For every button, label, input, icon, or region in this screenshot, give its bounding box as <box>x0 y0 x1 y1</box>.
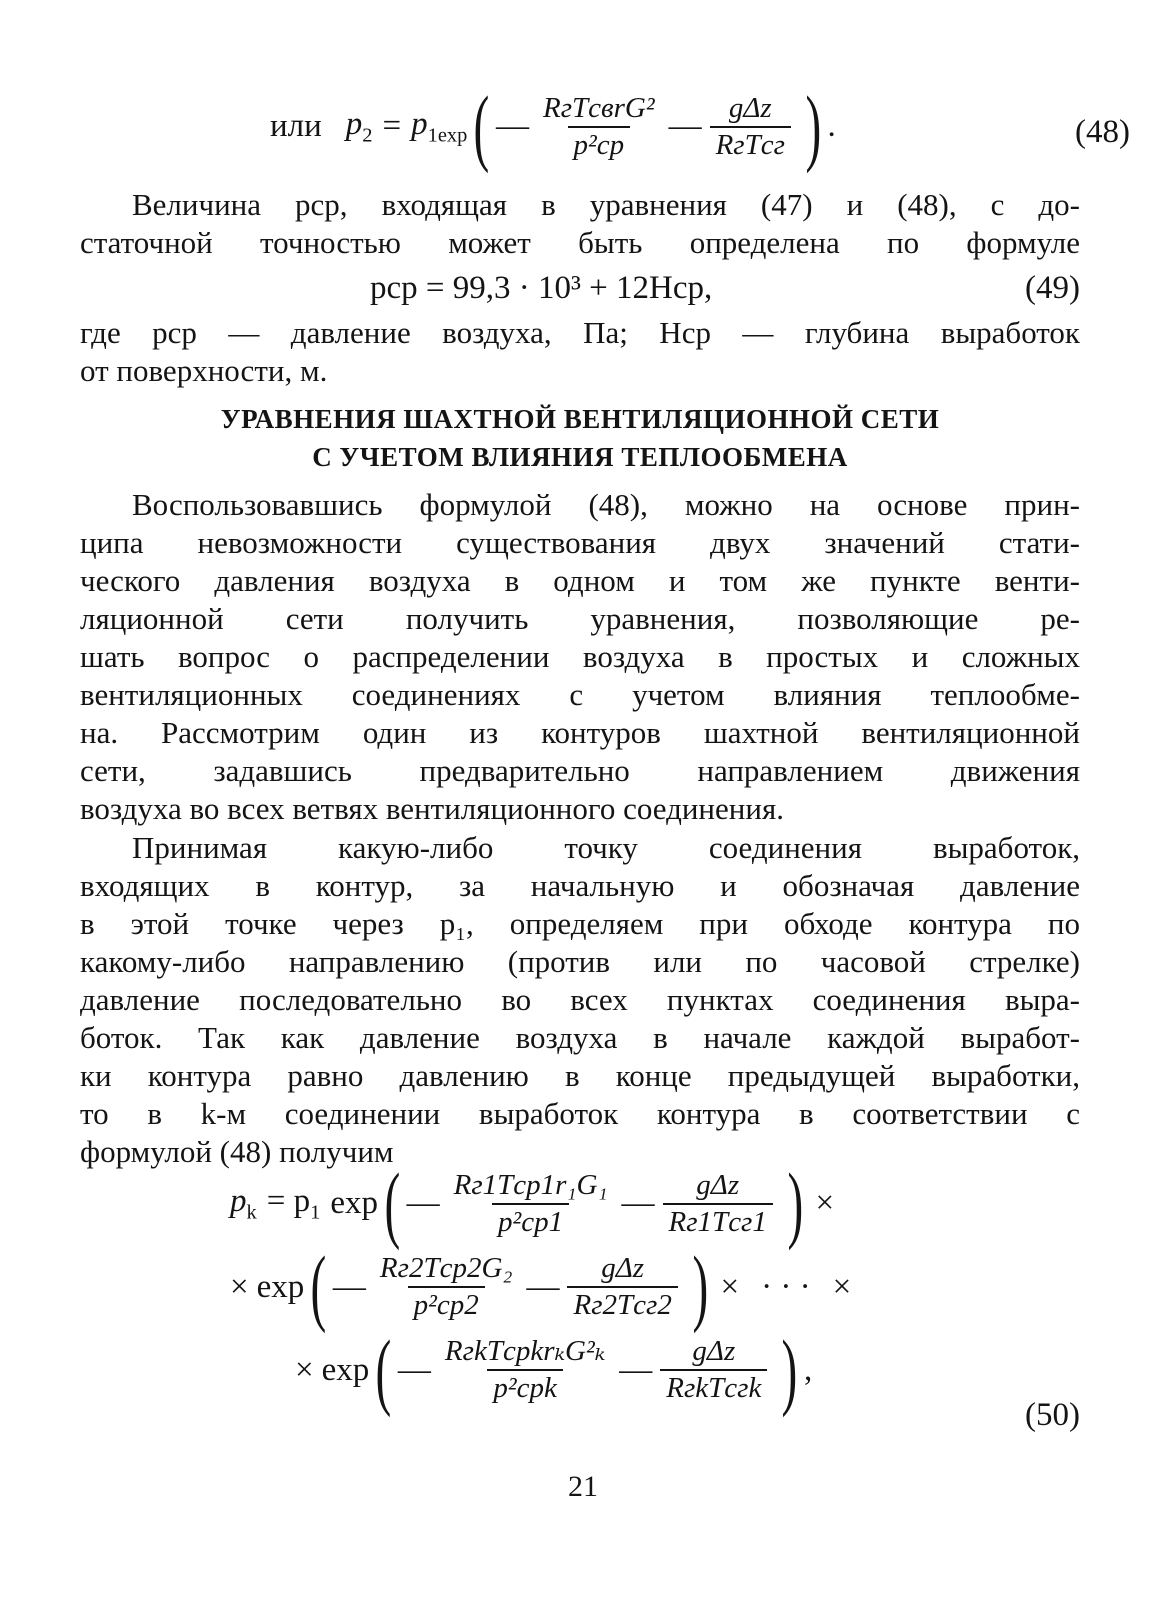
eq50-row2-frac2-num: gΔz <box>601 1252 645 1285</box>
eq50-row1-frac2-num: gΔz <box>696 1168 740 1201</box>
paragraph-4-line-5: давление последовательно во всех пунктах соединения выра- <box>80 982 1080 1017</box>
eq48-prefix: или <box>270 108 322 145</box>
equation-50 <box>80 1155 1080 1433</box>
paragraph-1-line-1: Величина pср, входящая в уравнения (47) и (48), с до- <box>132 187 1080 222</box>
paragraph-4-line-1: Принимая какую-либо точку соединения выработок, <box>132 830 1080 865</box>
eq50-row1-exp: exp <box>330 1185 378 1222</box>
paragraph-2 <box>80 314 1080 390</box>
eq50-row3-frac1-num: RгkTсрkrₖG²ₖ <box>444 1335 606 1368</box>
eq48-rhs-sub: 1exp <box>427 124 468 147</box>
eq50-row1-times: × <box>815 1185 835 1222</box>
section-heading-line-1: УРАВНЕНИЯ ШАХТНОЙ ВЕНТИЛЯЦИОННОЙ СЕТИ <box>220 404 940 434</box>
paragraph-3-line-8: сети, задавшись предварительно направлением движения <box>80 753 1080 788</box>
eq50-row3-frac2-num: gΔz <box>692 1335 736 1368</box>
equation-48: или $p_2$ = $p_{1exp}$ ( — $\frac{\text{RгTсвrG²}}{\text{p²ср}}$ — $\frac{\text{gΔz}}{\text{RгTсг}}$ ) . (48) <box>270 78 1130 174</box>
paragraph-3-line-4: ляционной сети получить уравнения, позволяющие ре- <box>80 601 1080 636</box>
paragraph-4-line-8: то в k-м соединении выработок контура в соответствии с <box>80 1096 1080 1131</box>
eq48-rhs-base: p <box>411 105 428 142</box>
paragraph-3-line-6: вентиляционных соединениях с учетом влияния теплообме- <box>80 677 1080 712</box>
eq50-row2-dots: · · · <box>761 1268 811 1305</box>
eq50-lhs-sub: k <box>246 1201 257 1224</box>
paragraph-4 <box>80 829 1080 1171</box>
eq50-row-2: × exp ( — $\frac{\text{Rг2Tср2G₂}}{\text{p²ср2}}$ — $\frac{\text{gΔz}}{\text{Rг2Tсг2}}$ ) × · · · × <box>230 1238 852 1335</box>
paragraph-3-line-5: шать вопрос о распределении воздуха в простых и сложных <box>80 639 1080 674</box>
eq50-row3-fraction-1 <box>439 1337 611 1403</box>
eq50-row1-frac1-den: p²ср1 <box>492 1203 569 1237</box>
eq50-row1-minus: — <box>406 1185 440 1222</box>
eq48-number: (48) <box>1075 114 1130 150</box>
eq48-fraction-2 <box>710 91 791 161</box>
paragraph-3-line-2: ципа невозможности существования двух значений стати- <box>80 525 1080 560</box>
eq50-eq: = p <box>266 1182 311 1219</box>
eq50-row2-frac2-den: Rг2Tсг2 <box>567 1286 677 1320</box>
eq48-frac2-denominator: RгTсг <box>710 126 791 160</box>
paragraph-3-line-3: ческого давления воздуха в одном и том же пункте венти- <box>80 563 1080 598</box>
eq50-p1-sub: 1 <box>310 1201 321 1224</box>
eq50-row3-fraction-2 <box>660 1337 767 1403</box>
eq50-row1-frac2-den: Rг1Tсг1 <box>663 1203 773 1237</box>
eq50-row1-frac1-num: Rг1Tср1r₁G₁ <box>453 1168 608 1201</box>
eq50-row-3: × exp ( — $\frac{\text{RгkTсрkrₖG²ₖ}}{\text{p²срk}}$ — $\frac{\text{gΔz}}{\text{RгkTсгk}}$ ) , <box>295 1321 813 1418</box>
paragraph-3-line-7: на. Рассмотрим один из контуров шахтной вентиляционной <box>80 715 1080 750</box>
paragraph-4-line-4: какому-либо направлению (против или по часовой стрелке) <box>80 944 1080 979</box>
eq50-number: (50) <box>1025 1397 1080 1433</box>
paragraph-1-line-2: статочной точностью может быть определена по формуле <box>80 225 1080 260</box>
eq50-row3-exp: exp <box>321 1351 370 1388</box>
eq48-fraction-1 <box>537 91 661 161</box>
eq50-row2-fraction-1 <box>374 1254 519 1320</box>
paragraph-4-line-3: в этой точке через p₁, определяем при обходе контура по <box>80 906 1080 941</box>
eq50-row3-comma: , <box>804 1351 813 1388</box>
eq50-row3-times-lead: × <box>295 1351 314 1388</box>
eq49-formula: pср = 99,3 · 10³ + 12Hср, <box>370 270 713 306</box>
eq50-row2-times: × <box>720 1268 740 1305</box>
paragraph-3-line-9: воздуха во всех ветвях вентиляционного соединения. <box>80 791 784 826</box>
page-number: 21 <box>568 1470 598 1503</box>
paragraph-1 <box>80 186 1080 262</box>
paragraph-4-line-9: формулой (48) получим <box>80 1134 394 1169</box>
eq48-frac2-numerator: gΔz <box>728 91 772 124</box>
paragraph-4-line-7: ки контура равно давлению в конце предыдущей выработки, <box>80 1058 1080 1093</box>
eq50-row1-fraction-1 <box>448 1168 614 1238</box>
eq50-row3-frac1-den: p²срk <box>487 1369 562 1403</box>
paragraph-3 <box>80 486 1080 828</box>
section-heading-line-2: С УЧЕТОМ ВЛИЯНИЯ ТЕПЛООБМЕНА <box>312 442 848 472</box>
eq50-lhs: p <box>230 1182 247 1219</box>
paragraph-2-line-2: от поверхности, м. <box>80 353 328 388</box>
eq50-row-1: $p_k$ = $p_1$ exp ( — $\frac{\text{Rг1Tср1r₁G₁}}{\text{p²ср1}}$ — $\frac{\text{gΔz}}{\text{Rг1Tсг1}}$ ) × <box>230 1155 835 1251</box>
eq48-lhs-sub: 2 <box>362 124 373 147</box>
section-heading <box>80 400 1080 476</box>
eq50-row2-times-lead: × <box>230 1268 249 1305</box>
eq50-row1-fraction-2 <box>663 1168 773 1238</box>
eq50-row2-times-trail: × <box>832 1268 852 1305</box>
eq48-frac1-denominator: p²ср <box>568 126 631 160</box>
eq49-number: (49) <box>1025 270 1080 306</box>
paragraph-4-line-2: входящих в контур, за начальную и обозначая давление <box>80 868 1080 903</box>
paragraph-3-line-1: Воспользовавшись формулой (48), можно на основе прин- <box>132 487 1080 522</box>
eq50-row2-fraction-2 <box>567 1254 677 1320</box>
eq50-row2-exp: exp <box>256 1268 305 1305</box>
eq48-frac1-numerator: RгTсвrG² <box>543 91 655 124</box>
paragraph-2-line-1: где pср — давление воздуха, Па; Hср — глубина выработок <box>80 315 1080 350</box>
eq50-row2-frac1-den: p²ср2 <box>408 1286 485 1320</box>
eq50-row3-frac2-den: RгkTсгk <box>660 1369 767 1403</box>
eq50-row2-frac1-num: Rг2Tср2G₂ <box>379 1252 513 1285</box>
eq48-lhs: p <box>345 105 363 142</box>
paragraph-4-line-6: боток. Так как давление воздуха в начале каждой выработ- <box>80 1020 1080 1055</box>
